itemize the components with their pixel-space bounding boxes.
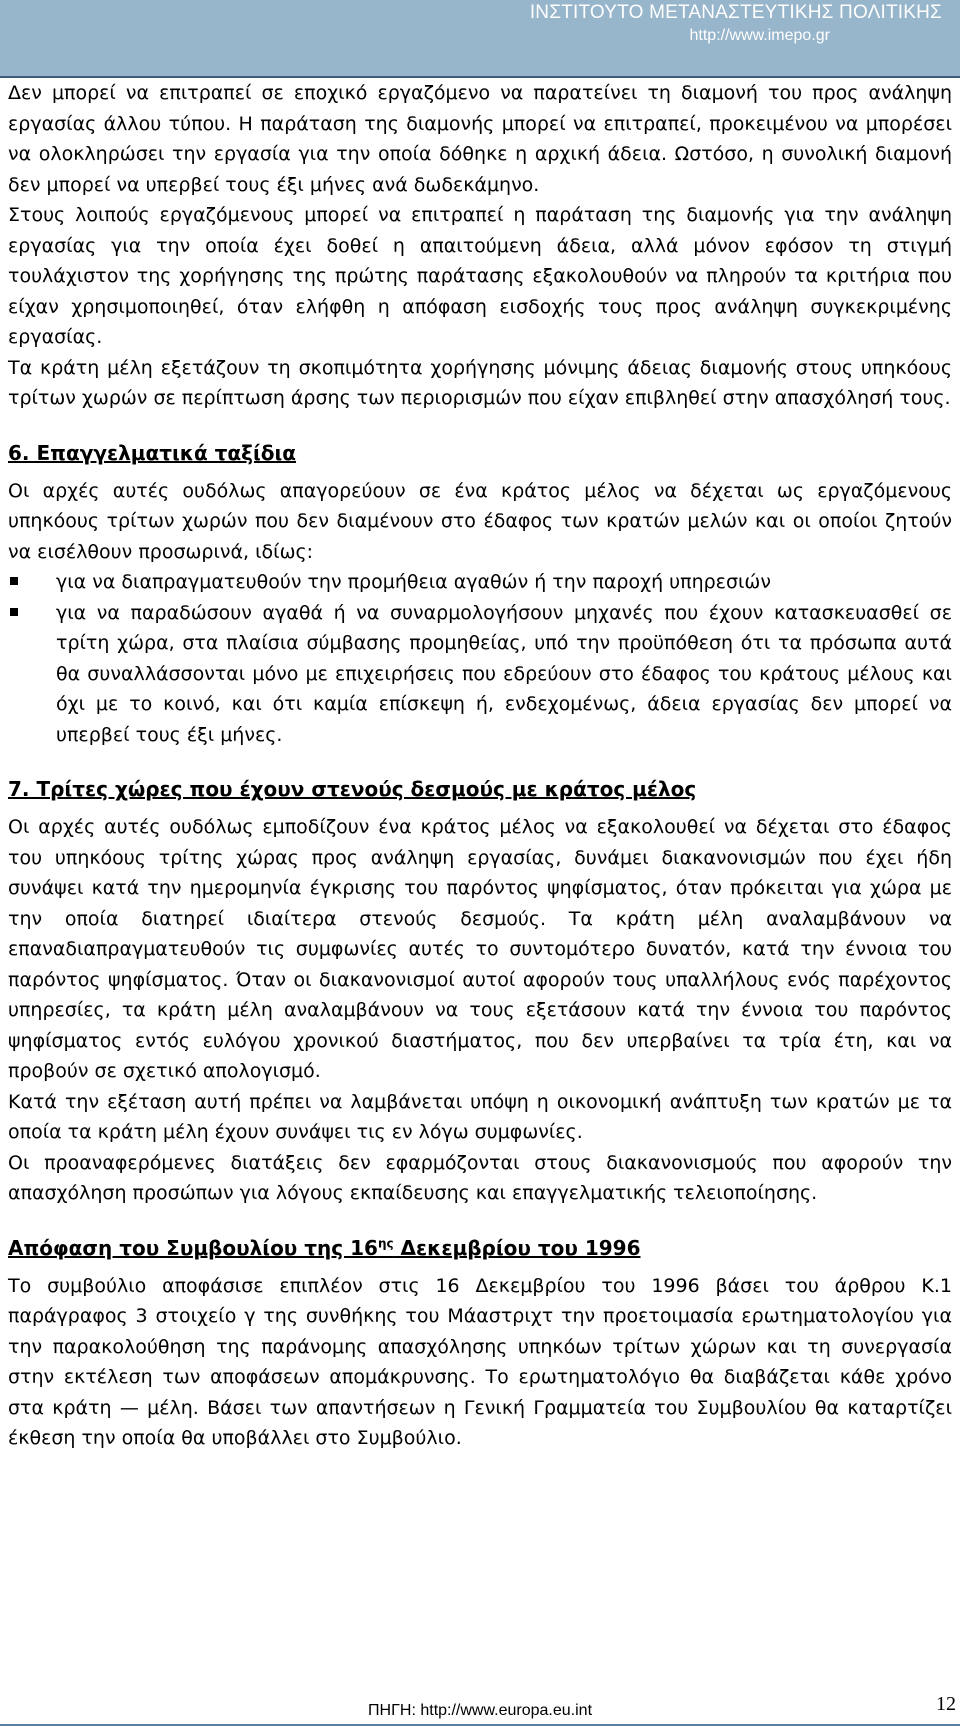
decision-heading-text-end: Δεκεμβρίου του 1996 <box>393 1235 641 1260</box>
section-6-intro: Οι αρχές αυτές ουδόλως απαγορεύουν σε ένα κράτος μέλος να δέχεται ως εργαζόμενους υπηκόους τρίτων χωρών που δεν διαμένουν στο έδαφος των κρατών μελών και οι οποίοι ζητούν να εισέλθουν προσωρινά, ιδίως: <box>8 479 952 563</box>
footer-divider <box>0 1724 960 1726</box>
paragraph: Τα κράτη μέλη εξετάζουν τη σκοπιμότητα χορήγησης μόνιμης άδειας διαμονής στους υπηκόους τρίτων χωρών σε περίπτωση άρσης των περιορισμών που είχαν επιβληθεί στην απασχόλησή τους. <box>8 356 952 409</box>
section-6-heading: 6. Επαγγελματικά ταξίδια <box>8 440 297 465</box>
page-header <box>0 0 960 78</box>
paragraph: Στους λοιπούς εργαζόμενους μπορεί να επιτραπεί η παράταση της διαμονής για την ανάληψη εργασίας για την οποία έχει δοθεί η απαιτούμενη άδεια, αλλά μόνον εφόσον τη στιγμή τουλάχιστον της χορήγησης της πρώτης παράτασης εξακολουθούν να πληρούν τα κριτήρια που είχαν χρησιμοποιηθεί, όταν ελήφθη η απόφαση εισδοχής τους προς ανάληψη συγκεκριμένης εργασίας. <box>8 204 952 348</box>
section-7-heading: 7. Τρίτες χώρες που έχουν στενούς δεσμούς με κράτος μέλος <box>8 777 697 801</box>
section-6-bullet-list <box>8 567 952 750</box>
paragraph: Δεν μπορεί να επιτραπεί σε εποχικό εργαζόμενο να παρατείνει τη διαμονή του προς ανάληψη εργασίας άλλου τύπου. Η παράταση της διαμονής μπορεί να επιτραπεί, προκειμένου να μπορέσει να ολοκληρώσει την εργασία για την οποία δόθηκε η αρχική άδεια. Ωστόσο, η συνολική διαμονή δεν μπορεί να υπερβεί τους έξι μήνες ανά δωδεκάμηνο. <box>8 82 952 196</box>
document-body <box>8 78 952 1454</box>
paragraph: Οι προαναφερόμενες διατάξεις δεν εφαρμόζονται στους διακανονισμούς που αφορούν την απασχόληση προσώπων για λόγους εκπαίδευσης και επαγγελματικής τελειοποίησης. <box>8 1151 952 1204</box>
list-item-text: για να διαπραγματευθούν την προμήθεια αγαθών ή την παροχή υπηρεσιών <box>56 571 771 593</box>
footer-source: ΠΗΓΗ: http://www.europa.eu.int <box>367 1702 593 1719</box>
decision-heading <box>8 1233 952 1263</box>
list-item <box>8 567 952 598</box>
list-item <box>8 598 952 751</box>
list-item-text: για να παραδώσουν αγαθά ή να συναρμολογήσουν μηχανές που έχουν κατασκευασθεί σε τρίτη χώρα, στα πλαίσια σύμβασης προμηθείας, υπό την προϋπόθεση ότι τα πρόσωπα αυτά θα συναλλάσσονται μόνο με επιχειρήσεις που εδρεύουν στο έδαφος του κράτους μέλους και όχι με το κοινό, και ότι καμία επίσκεψη ή, ενδεχομένως, άδεια εργασίας δεν μπορεί να υπερβεί τους έξι μήνες. <box>56 601 952 746</box>
header-url[interactable]: http://www.imepo.gr <box>689 27 830 44</box>
paragraph: Κατά την εξέταση αυτή πρέπει να λαμβάνεται υπόψη η οικονομική ανάπτυξη των κρατών με τα οποία τα κράτη μέλη έχουν συνάψει τις εν λόγω συμφωνίες. <box>8 1090 952 1143</box>
page-number: 12 <box>936 1693 956 1715</box>
decision-heading-text: Απόφαση του Συμβουλίου της 16 <box>8 1235 378 1260</box>
square-bullet-icon <box>10 577 18 585</box>
decision-paragraph: Το συμβούλιο αποφάσισε επιπλέον στις 16 Δεκεμβρίου του 1996 βάσει του άρθρου Κ.1 παράγραφος 3 στοιχείο γ της συνθήκης του Μάαστριχτ την προετοιμασία ερωτηματολογίου για την παρακολούθηση της παράνομης απασχόλησης υπηκόων τρίτων χώρων και τη συνεργασία στην εκτέλεση των αποφάσεων απομάκρυνσης. Το ερωτηματολόγιο θα διαβάζεται κάθε χρόνο στα κράτη — μέλη. Βάσει των απαντήσεων η Γενική Γραμματεία του Συμβουλίου θα καταρτίζει έκθεση την οποία θα υποβάλλει στο Συμβούλιο. <box>8 1274 952 1449</box>
decision-heading-superscript: ης <box>377 1235 394 1250</box>
paragraph: Οι αρχές αυτές ουδόλως εμποδίζουν ένα κράτος μέλος να εξακολουθεί να δέχεται στο έδαφος του υπηκόους τρίτης χώρας προς ανάληψη εργασίας, δυνάμει διακανονισμών που έχει ήδη συνάψει κατά την ημερομηνία έγκρισης του παρόντος ψηφίσματος, όταν πρόκειται για χώρα με την οποία διατηρεί ιδιαίτερα στενούς δεσμούς. Τα κράτη μέλη αναλαμβάνουν να επαναδιαπραγματευθούν τις συμφωνίες αυτές το συντομότερο δυνατόν, κατά την έννοια του παρόντος ψηφίσματος. Όταν οι διακανονισμοί αυτοί αφορούν τους υπαλλήλους ενός παρέχοντος υπηρεσίες, τα κράτη μέλη αναλαμβάνουν να τους εξετάσουν κατά την έννοια του παρόντος ψηφίσματος εντός ευλόγου χρονικού διαστήματος, που δεν υπερβαίνει τα τρία έτη, και να προβούν σε σχετικό απολογισμό. <box>8 816 952 1082</box>
square-bullet-icon <box>10 608 18 616</box>
header-organization: ΙΝΣΤΙΤΟΥΤΟ ΜΕΤΑΝΑΣΤΕΥΤΙΚΗΣ ΠΟΛΙΤΙΚΗΣ <box>529 2 942 23</box>
